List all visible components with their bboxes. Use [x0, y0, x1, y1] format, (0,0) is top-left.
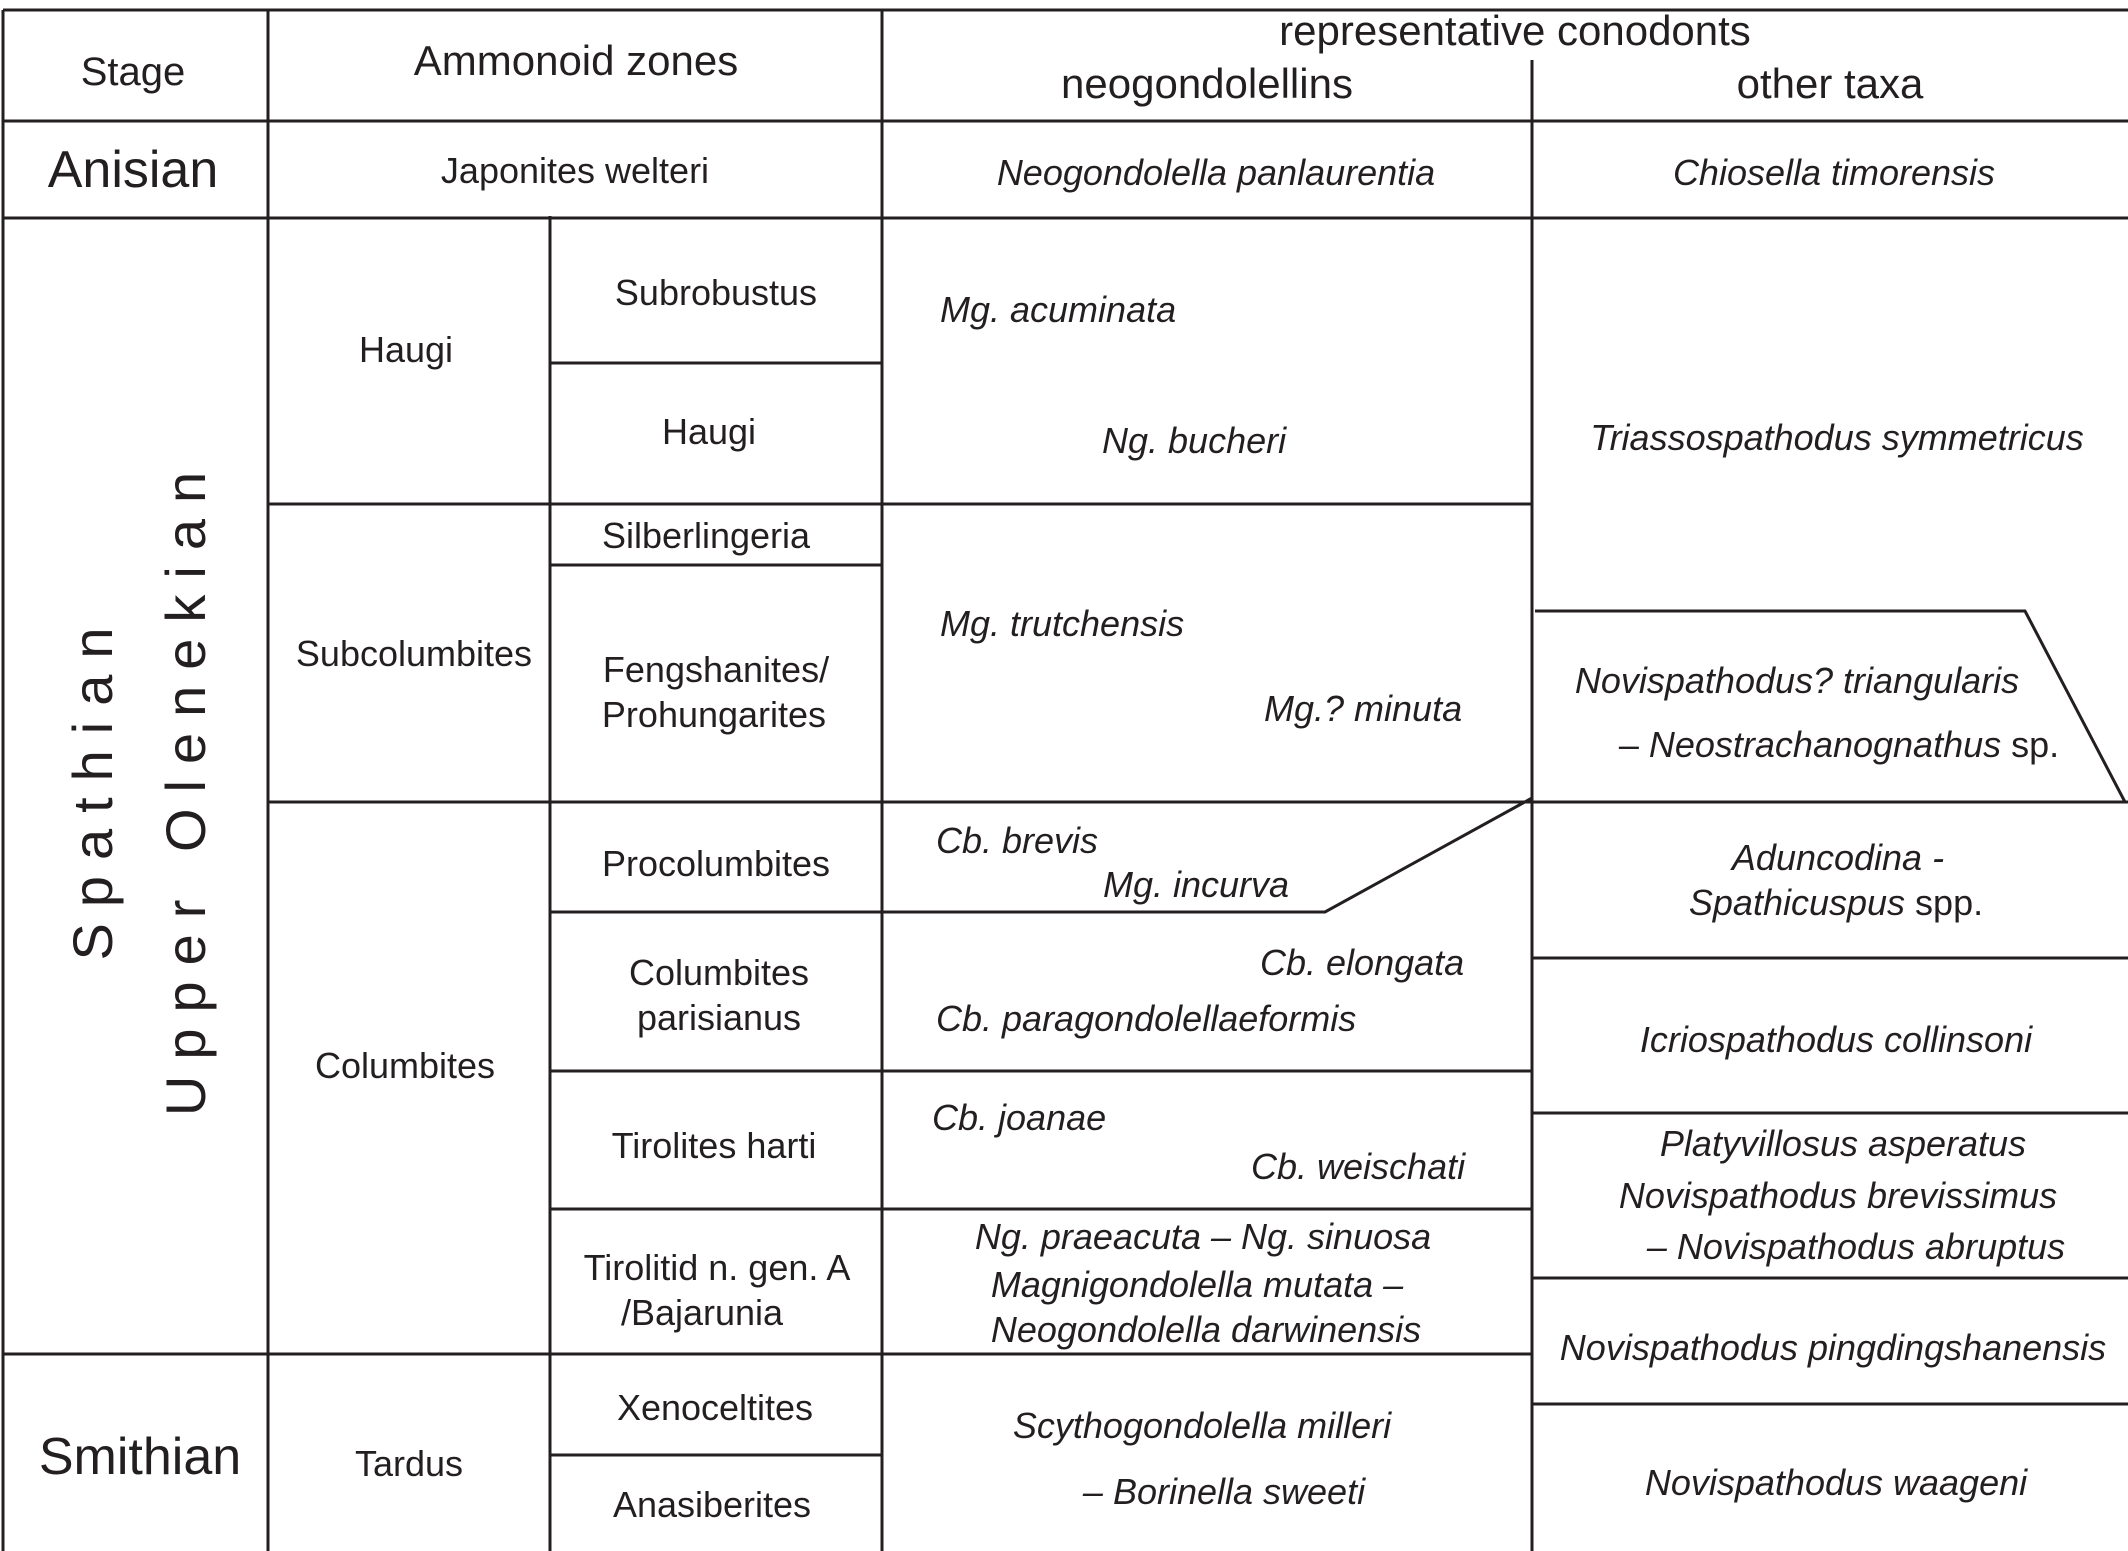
- header: [81, 7, 1924, 107]
- taxon-chiosella-timorensis: Chiosella timorensis: [1672, 152, 1996, 193]
- taxon-borinella-sweeti: – Borinella sweeti: [1082, 1471, 1366, 1512]
- subzone-haugi: Haugi: [661, 411, 757, 452]
- taxon-mg-minuta: Mg.? minuta: [1264, 688, 1463, 729]
- subzone-columbites-parisianus-2: parisianus: [636, 997, 802, 1038]
- taxon-novispathodus-pingdingshanensis: Novispathodus pingdingshanensis: [1559, 1327, 2107, 1368]
- taxon-neostrachanognathus-line: [1619, 724, 2059, 765]
- subzone-tirolitid-2: /Bajarunia: [620, 1292, 784, 1333]
- taxon-ng-bucheri: Ng. bucheri: [1102, 420, 1287, 461]
- other-taxa-column: [1560, 152, 2106, 1503]
- zone-japonites-welteri: Japonites welteri: [440, 150, 710, 191]
- stage-spathian: Spathian: [61, 611, 124, 961]
- zone-subcolumbites: Subcolumbites: [295, 633, 533, 674]
- taxon-ng-praeacuta-sinuosa: Ng. praeacuta – Ng. sinuosa: [974, 1216, 1432, 1257]
- taxon-novispathodus-brevissimus: Novispathodus brevissimus: [1618, 1175, 2058, 1216]
- zone-columbites: Columbites: [314, 1045, 496, 1086]
- subzone-subrobustus: Subrobustus: [614, 272, 818, 313]
- taxon-scythogondolella-milleri: Scythogondolella milleri: [1012, 1405, 1392, 1446]
- taxon-novispathodus-waageni: Novispathodus waageni: [1644, 1462, 2028, 1503]
- subzone-procolumbites: Procolumbites: [601, 843, 831, 884]
- taxon-cb-weischati: Cb. weischati: [1251, 1146, 1466, 1187]
- stage-upper-olenekian: Upper Olenekian: [154, 455, 217, 1117]
- taxon-triassospathodus-symmetricus: Triassospathodus symmetricus: [1590, 417, 2084, 458]
- taxon-novispathodus-abruptus: – Novispathodus abruptus: [1646, 1226, 2066, 1267]
- triangularis-range-boundary: [1532, 611, 2125, 802]
- taxon-aduncodina: Aduncodina -: [1731, 837, 1945, 878]
- stage-smithian: Smithian: [38, 1428, 242, 1486]
- taxon-spathicuspus-spp: spp.: [1915, 882, 1984, 923]
- subzone-columbites-parisianus-1: Columbites: [628, 952, 810, 993]
- taxon-platyvillosus-asperatus: Platyvillosus asperatus: [1659, 1123, 2027, 1164]
- subzone-fengshanites: Fengshanites/: [602, 649, 830, 690]
- taxon-cb-brevis: Cb. brevis: [936, 820, 1099, 861]
- taxon-spathicuspus-line: [1689, 882, 1983, 923]
- subzone-prohungarites: Prohungarites: [601, 694, 827, 735]
- taxon-neogondolella-darwinensis: Neogondolella darwinensis: [990, 1309, 1422, 1350]
- subzone-tirolitid-1: Tirolitid n. gen. A: [583, 1247, 851, 1288]
- zone-tardus: Tardus: [354, 1443, 464, 1484]
- header-representative-conodonts: representative conodonts: [1279, 7, 1751, 54]
- stage-column: [39, 141, 241, 1486]
- header-other-taxa: other taxa: [1736, 60, 1924, 107]
- taxon-spathicuspus: Spathicuspus: [1688, 882, 1906, 923]
- subzone-xenoceltites: Xenoceltites: [616, 1387, 814, 1428]
- taxon-mg-trutchensis: Mg. trutchensis: [940, 603, 1185, 644]
- taxon-cb-joanae: Cb. joanae: [932, 1097, 1107, 1138]
- taxon-cb-paragondolellaeformis: Cb. paragondolellaeformis: [936, 998, 1357, 1039]
- taxon-mg-incurva: Mg. incurva: [1103, 864, 1290, 905]
- zone-haugi: Haugi: [358, 329, 454, 370]
- neogondolellins-column: [932, 152, 1466, 1512]
- taxon-magnigondolella-mutata: Magnigondolella mutata –: [990, 1264, 1404, 1305]
- taxon-icriospathodus-collinsoni: Icriospathodus collinsoni: [1639, 1019, 2033, 1060]
- subzone-tirolites-harti: Tirolites harti: [611, 1125, 817, 1166]
- taxon-neogondolella-panlaurentia: Neogondolella panlaurentia: [996, 152, 1436, 193]
- taxon-neostrachanognathus-sp: sp.: [2011, 724, 2060, 765]
- stage-anisian: Anisian: [47, 141, 219, 199]
- taxon-mg-acuminata: Mg. acuminata: [940, 289, 1177, 330]
- header-neogondolellins: neogondolellins: [1061, 60, 1353, 107]
- subzone-anasiberites: Anasiberites: [612, 1484, 812, 1525]
- ammonoid-subzones: [584, 272, 851, 1525]
- taxon-novispathodus-triangularis: Novispathodus? triangularis: [1574, 660, 2020, 701]
- taxon-neostrachanognathus: Neostrachanognathus: [1648, 724, 2002, 765]
- taxon-neostrachanognathus-dash: –: [1618, 724, 1639, 765]
- subzone-silberlingeria: Silberlingeria: [601, 515, 811, 556]
- taxon-cb-elongata: Cb. elongata: [1260, 942, 1465, 983]
- header-stage: Stage: [80, 50, 186, 94]
- header-ammonoid-zones: Ammonoid zones: [413, 37, 739, 84]
